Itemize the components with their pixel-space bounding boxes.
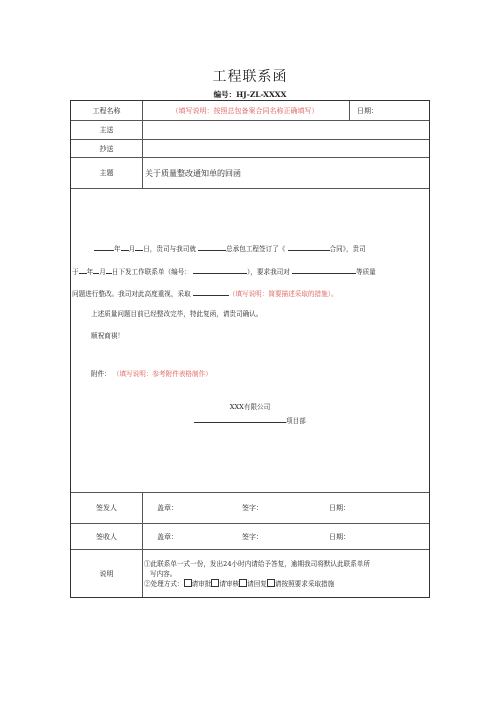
cc-row xyxy=(71,140,429,158)
day-blank[interactable] xyxy=(135,243,143,251)
subject-field[interactable] xyxy=(143,158,429,188)
receiver-label: 签收人 xyxy=(71,524,143,549)
option-review-label: 请审核 xyxy=(219,580,240,588)
cc-label: 抄送 xyxy=(71,140,143,157)
notes-row xyxy=(71,550,429,597)
cc-field[interactable] xyxy=(143,140,429,157)
month-blank[interactable] xyxy=(121,243,129,251)
document-code xyxy=(0,89,500,100)
issuer-label: 签发人 xyxy=(71,493,143,523)
contract-text: 总承包工程签订了《 xyxy=(226,245,286,253)
option-measures-label: 请按照要求采取措施 xyxy=(274,580,335,588)
project-date-label: 日期： xyxy=(357,106,378,115)
issuer-row xyxy=(71,493,429,524)
month-text: 月 xyxy=(128,245,136,253)
option-approve-label: 请审批 xyxy=(191,580,212,588)
notes-content xyxy=(143,550,429,597)
notes-line-3 xyxy=(144,579,429,589)
attachment-hint: （填写说明：参考附件表格制作） xyxy=(112,370,212,378)
measure-blank[interactable] xyxy=(193,288,229,296)
measure-hint: （填写说明：简要描述采取的措施）。 xyxy=(228,290,338,298)
attachment-line xyxy=(71,369,449,379)
issuer-date-label[interactable]: 日期： xyxy=(329,504,350,512)
company-name: XXX有限公司 xyxy=(229,403,271,411)
option-reply-checkbox[interactable] xyxy=(239,579,247,587)
option-measures-checkbox[interactable] xyxy=(267,579,275,587)
project-date-field[interactable] xyxy=(349,101,429,120)
receiver-seal-label[interactable]: 盖章： xyxy=(157,532,178,541)
project-name-hint: （填写说明：按照总包备案合同名称正确填写） xyxy=(171,106,319,115)
project-blank[interactable] xyxy=(198,243,226,251)
department-blank[interactable] xyxy=(194,415,286,423)
issuer-fields xyxy=(143,493,429,523)
body-line-4: 上述质量问题目前已经整改完毕，特此复函，请贵司确认。 xyxy=(91,310,263,318)
letter-body xyxy=(71,189,429,493)
project-name-row xyxy=(71,101,429,121)
notes-label: 说明 xyxy=(71,550,143,597)
quality-item-blank[interactable] xyxy=(292,266,356,274)
request-text: ），要求我司对 xyxy=(247,268,290,276)
receiver-row xyxy=(71,524,429,550)
body-line-1 xyxy=(71,243,452,254)
code-label: 编号： xyxy=(213,90,237,99)
department-line xyxy=(71,415,500,426)
send-to-label: 主送 xyxy=(71,121,143,139)
receiver-fields xyxy=(143,524,429,549)
subject-value: 关于质量整改通知单的回函 xyxy=(145,168,241,178)
work-order-number-blank[interactable] xyxy=(193,266,247,274)
issue-year-prefix: 于 xyxy=(72,268,79,276)
document-title: 工程联系函 xyxy=(212,69,288,85)
notes-line-1: ①此联系单一式一份，发出24小时内请给予答复，逾期我司将默认此联系单所 xyxy=(144,560,370,568)
body-line-3 xyxy=(71,288,430,299)
body-line-5: 顺祝商祺！ xyxy=(91,332,124,340)
send-to-row xyxy=(71,121,429,140)
send-to-field[interactable] xyxy=(143,121,429,139)
subject-label: 主题 xyxy=(71,158,143,188)
issue-year-text: 年 xyxy=(86,268,94,276)
year-text: 年 xyxy=(114,245,121,253)
contact-letter-form xyxy=(70,100,430,598)
option-reply-label: 请回复 xyxy=(247,580,267,588)
notes-line-2: 写内容。 xyxy=(150,570,177,578)
attachment-label: 附件： xyxy=(91,370,111,378)
project-name-label: 工程名称 xyxy=(71,101,143,120)
issuer-seal-label[interactable]: 盖章： xyxy=(157,504,178,512)
department-suffix: 项目部 xyxy=(286,417,306,425)
option-approve-checkbox[interactable] xyxy=(184,579,192,587)
day-text: 日，贵司与我司就 xyxy=(143,245,196,253)
subject-row xyxy=(71,158,429,189)
receiver-signature-label[interactable]: 签字： xyxy=(242,532,263,541)
issue-year-blank[interactable] xyxy=(79,266,87,274)
issuer-signature-label[interactable]: 签字： xyxy=(242,504,263,512)
code-value: HJ-ZL-XXXX xyxy=(236,90,287,99)
contract-end-text: 合同》，贵司 xyxy=(329,245,366,253)
work-order-text: 日下发工作联系单（编号： xyxy=(111,268,191,276)
issue-month-text: 月 xyxy=(99,268,106,276)
measure-text: 问题进行整改。我司对此高度重视，采取 xyxy=(72,290,191,298)
year-blank[interactable] xyxy=(94,243,114,251)
project-name-field[interactable] xyxy=(143,101,347,120)
handling-label: ②处理方式： xyxy=(144,580,184,588)
contract-blank[interactable] xyxy=(288,243,330,251)
receiver-date-label[interactable]: 日期： xyxy=(329,532,350,541)
quality-text: 等质量 xyxy=(355,268,376,276)
body-line-2 xyxy=(71,266,430,277)
